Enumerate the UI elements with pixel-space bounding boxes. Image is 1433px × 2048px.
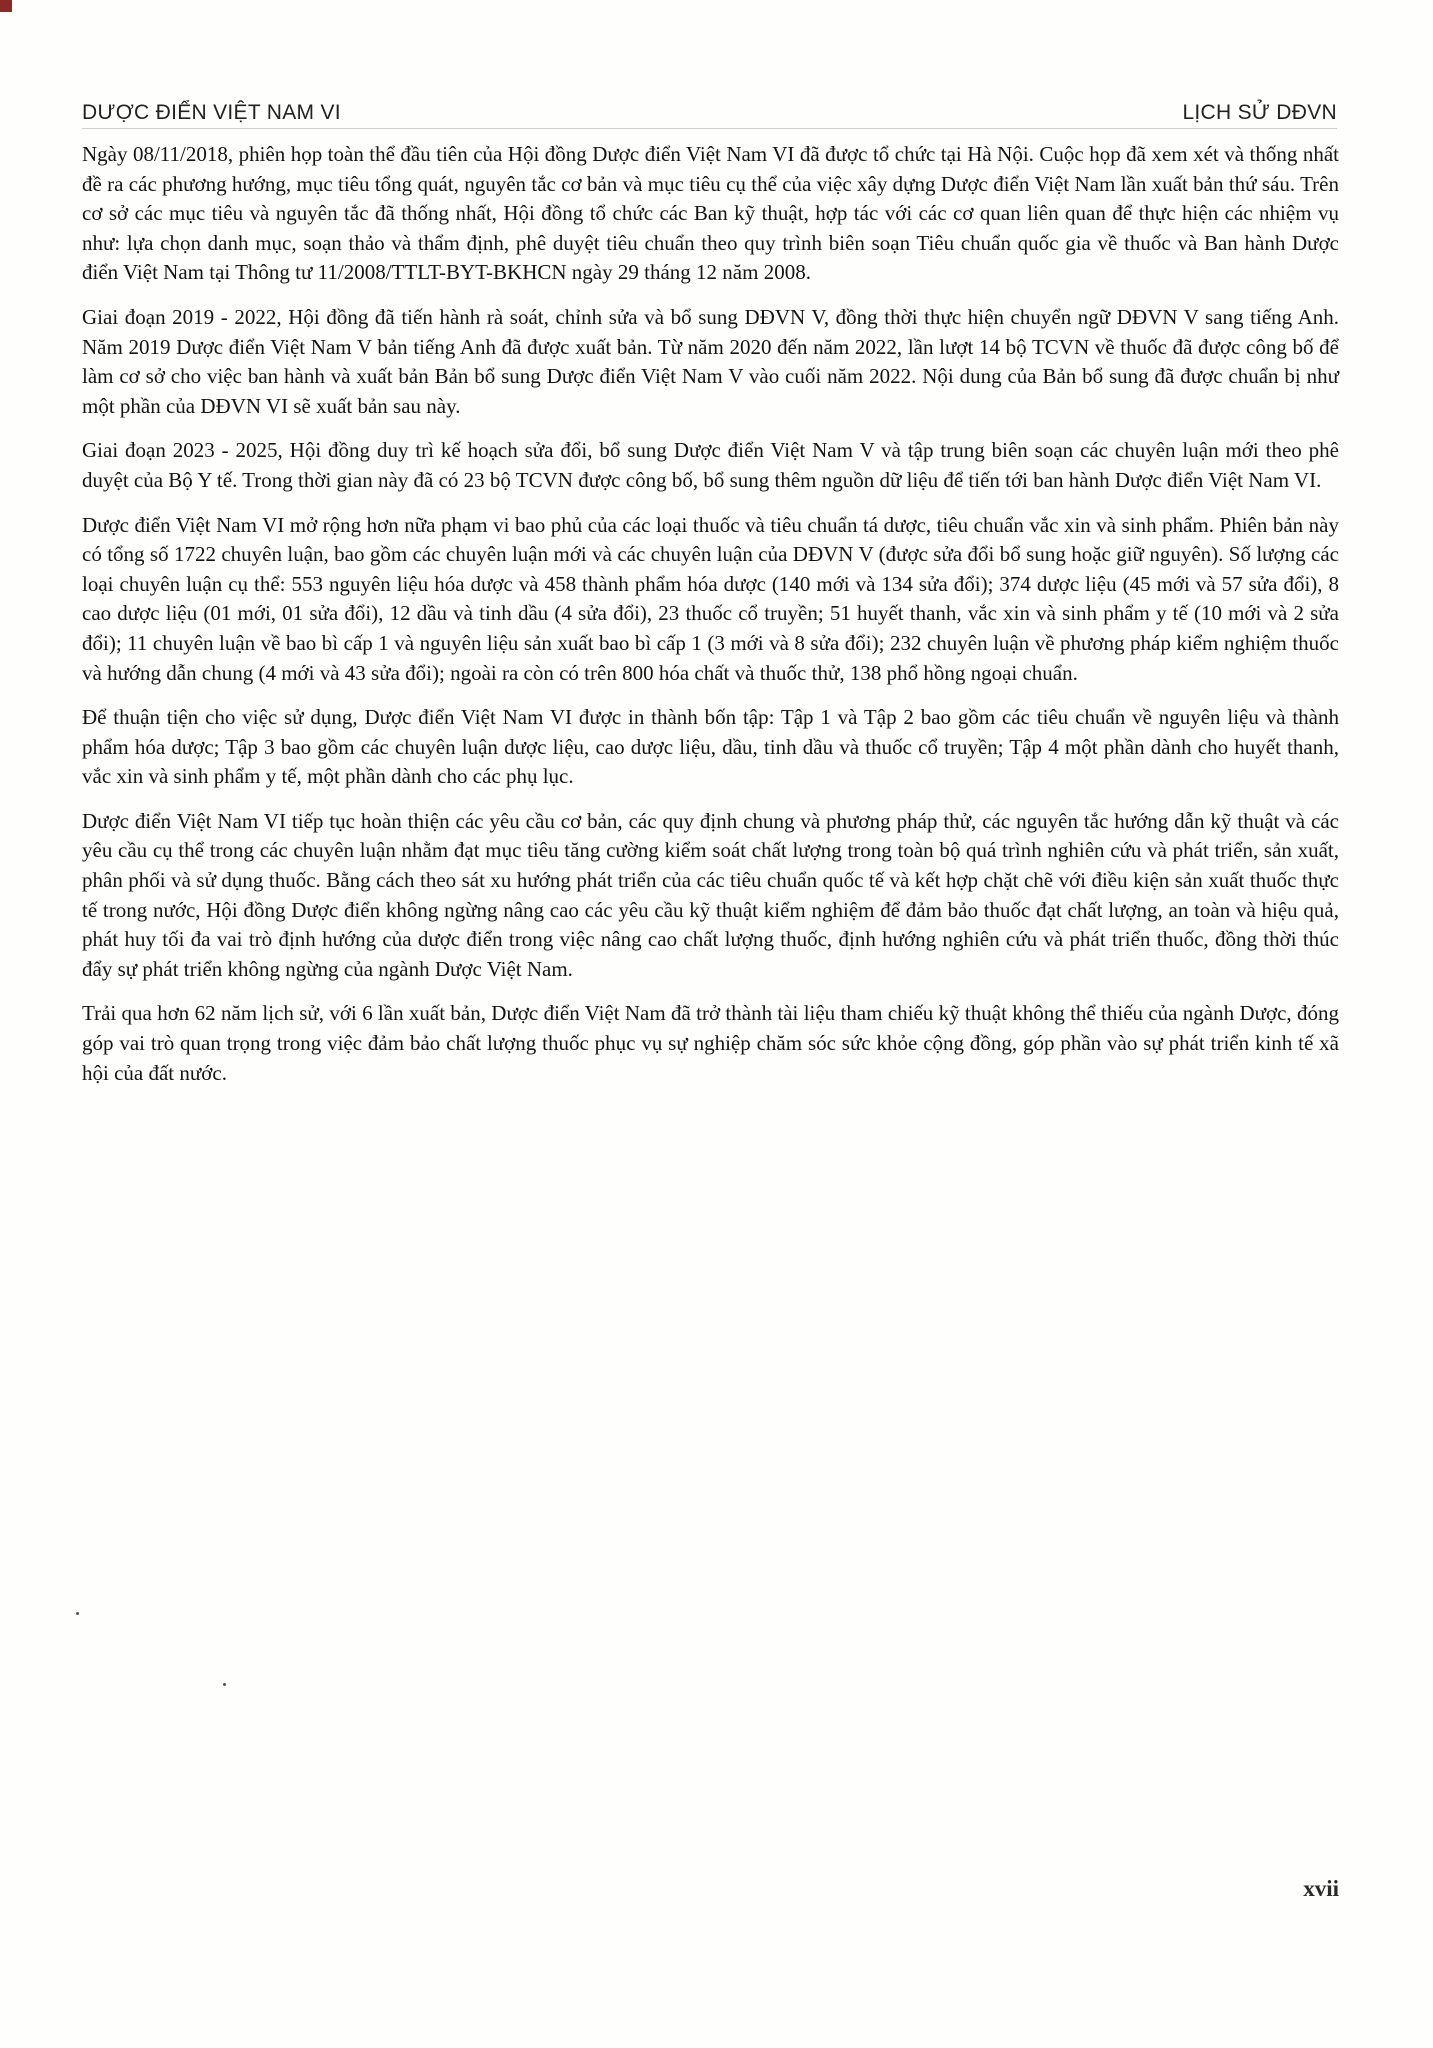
- paragraph-volumes: Để thuận tiện cho việc sử dụng, Dược điển Việt Nam VI được in thành bốn tập: Tập 1 và Tập 2 bao gồm các tiêu chuẩn về nguyên liệu và thành phẩm hóa dược; Tập 3 bao gồm các chuyên luận dược liệu, cao dược liệu, dầu, tinh dầu và thuốc cổ truyền; Tập 4 một phần dành cho huyết thanh, vắc xin và sinh phẩm y tế, một phần dành cho các phụ lục.: [82, 705, 1339, 789]
- paragraph-2023-2025: Giai đoạn 2023 - 2025, Hội đồng duy trì kế hoạch sửa đổi, bổ sung Dược điển Việt Nam V và tập trung biên soạn các chuyên luận mới theo phê duyệt của Bộ Y tế. Trong thời gian này đã có 23 bộ TCVN được công bố, bổ sung thêm nguồn dữ liệu để tiến tới ban hành Dược điển Việt Nam VI.: [82, 438, 1339, 492]
- header-book-title: DƯỢC ĐIỂN VIỆT NAM VI: [82, 101, 341, 124]
- running-header: [82, 96, 1337, 130]
- scan-speck: [76, 1612, 79, 1615]
- body-text: [82, 140, 1339, 1103]
- page-number: xvii: [1303, 1876, 1339, 1901]
- paragraph-improvements: Dược điển Việt Nam VI tiếp tục hoàn thiện các yêu cầu cơ bản, các quy định chung và phương pháp thử, các nguyên tắc hướng dẫn kỹ thuật và các yêu cầu cụ thể trong các chuyên luận nhằm đạt mục tiêu tăng cường kiểm soát chất lượng trong toàn bộ quá trình nghiên cứu và phát triển, sản xuất, phân phối và sử dụng thuốc. Bằng cách theo sát xu hướng phát triển của các tiêu chuẩn quốc tế và kết hợp chặt chẽ với điều kiện sản xuất thuốc thực tế trong nước, Hội đồng Dược điển không ngừng nâng cao các yêu cầu kỹ thuật kiểm nghiệm để đảm bảo thuốc đạt chất lượng, an toàn và hiệu quả, phát huy tối đa vai trò định hướng của dược điển trong việc nâng cao chất lượng thuốc, định hướng nghiên cứu và phát triển thuốc, đồng thời thúc đẩy sự phát triển không ngừng của ngành Dược Việt Nam.: [82, 808, 1339, 981]
- paragraph-history: Trải qua hơn 62 năm lịch sử, với 6 lần xuất bản, Dược điển Việt Nam đã trở thành tài liệu tham chiếu kỹ thuật không thể thiếu của ngành Dược, đóng góp vai trò quan trọng trong việc đảm bảo chất lượng thuốc phục vụ sự nghiệp chăm sóc sức khỏe cộng đồng, góp phần vào sự phát triển kinh tế xã hội của đất nước.: [82, 1001, 1339, 1085]
- header-divider: [82, 128, 1337, 129]
- paragraph-2019-2022: Giai đoạn 2019 - 2022, Hội đồng đã tiến hành rà soát, chỉnh sửa và bổ sung DĐVN V, đồng thời thực hiện chuyển ngữ DĐVN V sang tiếng Anh. Năm 2019 Dược điển Việt Nam V bản tiếng Anh đã được xuất bản. Từ năm 2020 đến năm 2022, lần lượt 14 bộ TCVN về thuốc đã được công bố để làm cơ sở cho việc ban hành và xuất bản Bản bổ sung Dược điển Việt Nam V vào cuối năm 2022. Nội dung của Bản bổ sung đã được chuẩn bị như một phần của DĐVN VI sẽ xuất bản sau này.: [82, 304, 1339, 418]
- scan-corner-mark: [0, 0, 12, 12]
- header-section-title: LỊCH SỬ DĐVN: [1182, 101, 1337, 124]
- paragraph-scope: Dược điển Việt Nam VI mở rộng hơn nữa phạm vi bao phủ của các loại thuốc và tiêu chuẩn tá dược, tiêu chuẩn vắc xin và sinh phẩm. Phiên bản này có tổng số 1722 chuyên luận, bao gồm các chuyên luận mới và các chuyên luận của DĐVN V (được sửa đổi bổ sung hoặc giữ nguyên). Số lượng các loại chuyên luận cụ thể: 553 nguyên liệu hóa dược và 458 thành phẩm hóa dược (140 mới và 134 sửa đổi); 374 dược liệu (45 mới và 57 sửa đổi), 8 cao dược liệu (01 mới, 01 sửa đổi), 12 dầu và tinh dầu (4 sửa đổi), 23 thuốc cổ truyền; 51 huyết thanh, vắc xin và sinh phẩm y tế (10 mới và 2 sửa đổi); 11 chuyên luận về bao bì cấp 1 và nguyên liệu sản xuất bao bì cấp 1 (3 mới và 8 sửa đổi); 232 chuyên luận về phương pháp kiểm nghiệm thuốc và hướng dẫn chung (4 mới và 43 sửa đổi); ngoài ra còn có trên 800 hóa chất và thuốc thử, 138 phổ hồng ngoại chuẩn.: [82, 512, 1339, 685]
- scan-speck: [223, 1683, 226, 1686]
- paragraph-first-session: Ngày 08/11/2018, phiên họp toàn thể đầu tiên của Hội đồng Dược điển Việt Nam VI đã được tổ chức tại Hà Nội. Cuộc họp đã xem xét và thống nhất đề ra các phương hướng, mục tiêu tổng quát, nguyên tắc cơ bản và mục tiêu cụ thể của việc xây dựng Dược điển Việt Nam lần xuất bản thứ sáu. Trên cơ sở các mục tiêu và nguyên tắc đã thống nhất, Hội đồng tổ chức các Ban kỹ thuật, hợp tác với các cơ quan liên quan để thực hiện các nhiệm vụ như: lựa chọn danh mục, soạn thảo và thẩm định, phê duyệt tiêu chuẩn theo quy trình biên soạn Tiêu chuẩn quốc gia về thuốc và Ban hành Dược điển Việt Nam tại Thông tư 11/2008/TTLT-BYT-BKHCN ngày 29 tháng 12 năm 2008.: [82, 142, 1339, 285]
